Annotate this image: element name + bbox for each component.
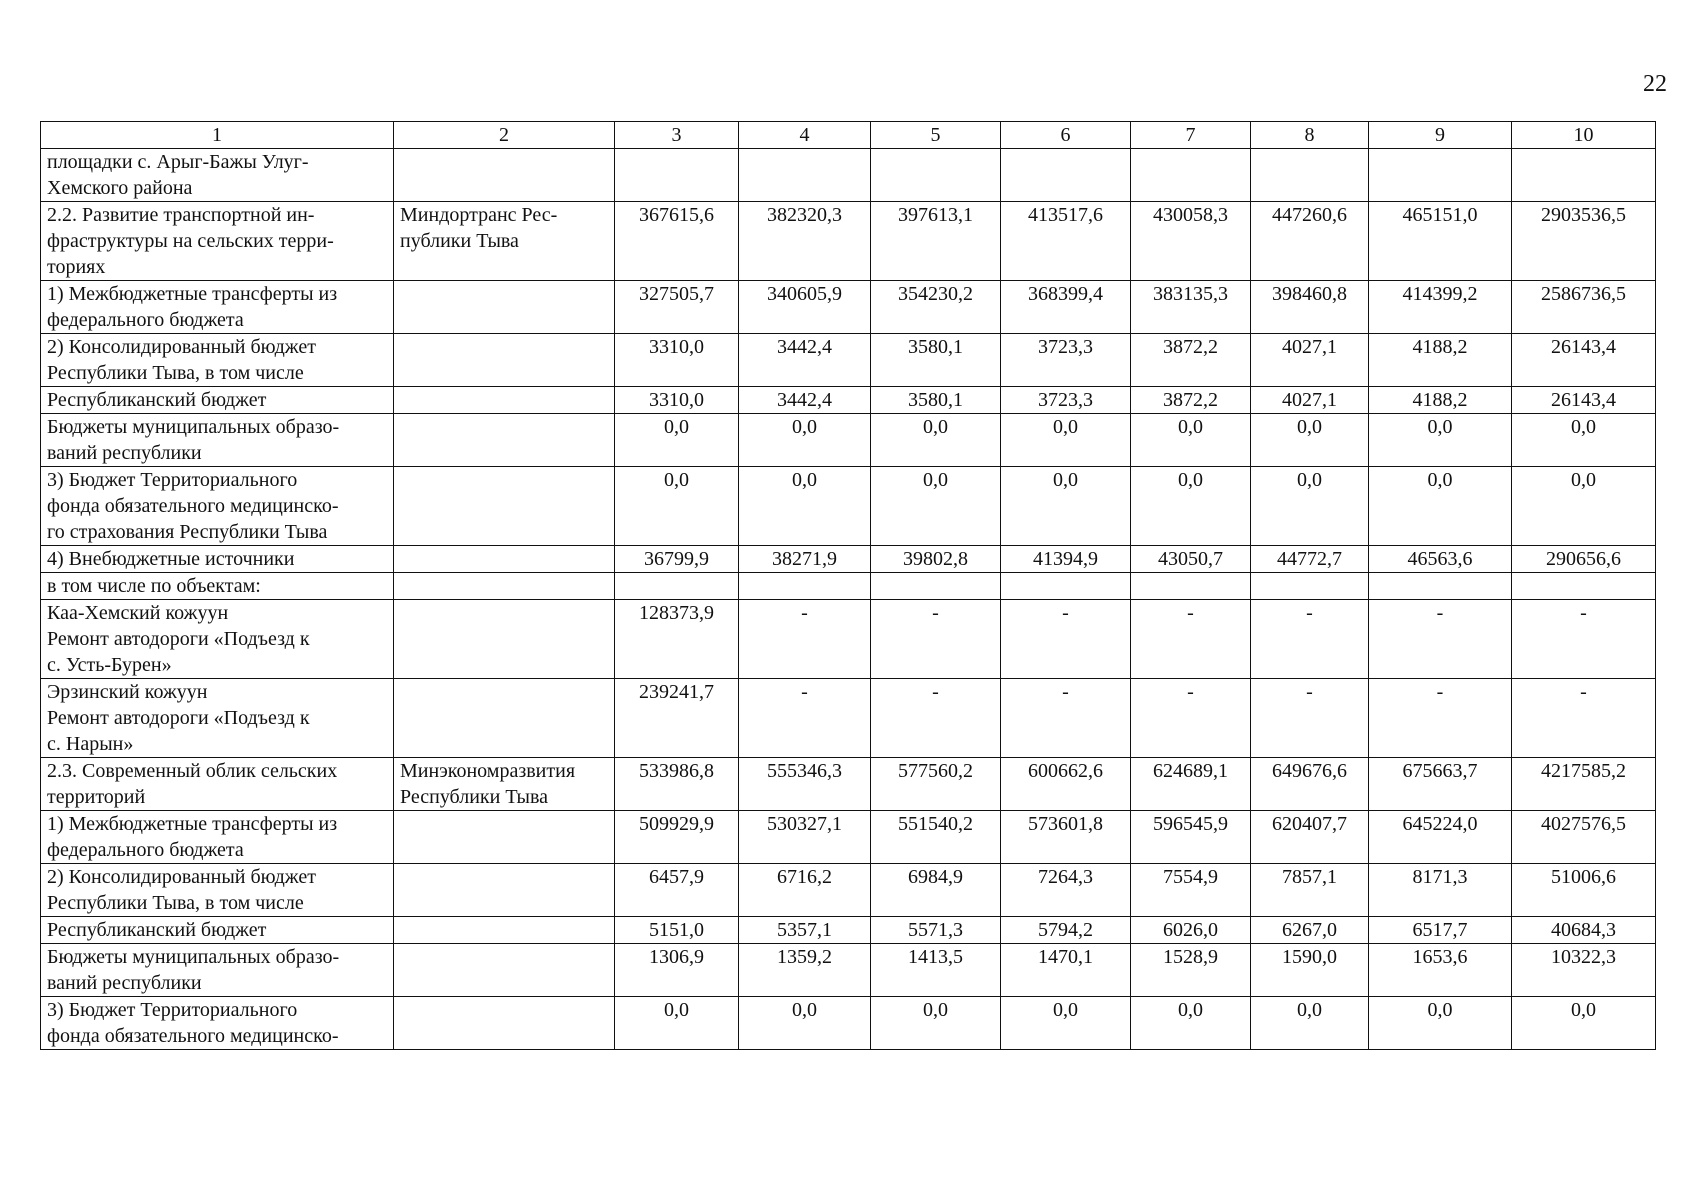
value-cell-col-7	[1131, 573, 1251, 600]
value-cell-col-8: 4027,1	[1251, 387, 1369, 414]
value-cell-col-4: 1359,2	[739, 944, 871, 997]
value-cell-col-7: 0,0	[1131, 414, 1251, 467]
table-row	[41, 281, 1656, 334]
value-cell-col-7: 3872,2	[1131, 387, 1251, 414]
value-cell-col-8: 0,0	[1251, 467, 1369, 546]
row-responsible-cell	[394, 600, 615, 679]
budget-table	[40, 121, 1656, 1050]
row-responsible-cell	[394, 679, 615, 758]
row-name-cell: 2) Консолидированный бюджет Республики Тыва, в том числе	[41, 334, 394, 387]
value-cell-col-4: -	[739, 600, 871, 679]
value-cell-col-3: 239241,7	[615, 679, 739, 758]
value-cell-col-10: 26143,4	[1512, 387, 1656, 414]
table-row	[41, 573, 1656, 600]
value-cell-col-10	[1512, 573, 1656, 600]
value-cell-col-5: 354230,2	[871, 281, 1001, 334]
table-row	[41, 679, 1656, 758]
value-cell-col-3: 533986,8	[615, 758, 739, 811]
value-cell-col-8: 7857,1	[1251, 864, 1369, 917]
value-cell-col-3	[615, 573, 739, 600]
value-cell-col-5: 39802,8	[871, 546, 1001, 573]
row-responsible-cell	[394, 811, 615, 864]
value-cell-col-6: 5794,2	[1001, 917, 1131, 944]
value-cell-col-10: -	[1512, 600, 1656, 679]
table-row	[41, 467, 1656, 546]
value-cell-col-9: 6517,7	[1369, 917, 1512, 944]
value-cell-col-6: 3723,3	[1001, 334, 1131, 387]
row-responsible-cell	[394, 573, 615, 600]
value-cell-col-9: 0,0	[1369, 414, 1512, 467]
value-cell-col-7: 43050,7	[1131, 546, 1251, 573]
row-name-cell: в том числе по объектам:	[41, 573, 394, 600]
value-cell-col-10: 26143,4	[1512, 334, 1656, 387]
value-cell-col-8: 6267,0	[1251, 917, 1369, 944]
value-cell-col-10	[1512, 149, 1656, 202]
row-responsible-cell: Миндортранс Рес- публики Тыва	[394, 202, 615, 281]
value-cell-col-5: 0,0	[871, 414, 1001, 467]
value-cell-col-8	[1251, 149, 1369, 202]
value-cell-col-8: 44772,7	[1251, 546, 1369, 573]
table-header	[41, 122, 1656, 149]
table-row	[41, 387, 1656, 414]
value-cell-col-6: 413517,6	[1001, 202, 1131, 281]
value-cell-col-8: 4027,1	[1251, 334, 1369, 387]
value-cell-col-8: -	[1251, 600, 1369, 679]
value-cell-col-9: 4188,2	[1369, 334, 1512, 387]
value-cell-col-10: 4027576,5	[1512, 811, 1656, 864]
row-name-cell: Республиканский бюджет	[41, 387, 394, 414]
row-name-cell: Бюджеты муниципальных образо- ваний республики	[41, 414, 394, 467]
row-responsible-cell	[394, 149, 615, 202]
value-cell-col-3: 0,0	[615, 467, 739, 546]
column-header-10: 10	[1512, 122, 1656, 149]
value-cell-col-5: 3580,1	[871, 334, 1001, 387]
value-cell-col-7: 1528,9	[1131, 944, 1251, 997]
value-cell-col-8: 1590,0	[1251, 944, 1369, 997]
value-cell-col-5: 6984,9	[871, 864, 1001, 917]
value-cell-col-3: 327505,7	[615, 281, 739, 334]
value-cell-col-4: 3442,4	[739, 387, 871, 414]
value-cell-col-4: 0,0	[739, 467, 871, 546]
value-cell-col-6: 3723,3	[1001, 387, 1131, 414]
value-cell-col-6: 0,0	[1001, 467, 1131, 546]
row-name-cell: Эрзинский кожуун Ремонт автодороги «Подъезд к с. Нарын»	[41, 679, 394, 758]
value-cell-col-10: 10322,3	[1512, 944, 1656, 997]
value-cell-col-3: 128373,9	[615, 600, 739, 679]
table-row	[41, 917, 1656, 944]
value-cell-col-9: 465151,0	[1369, 202, 1512, 281]
value-cell-col-6: -	[1001, 600, 1131, 679]
column-header-4: 4	[739, 122, 871, 149]
column-header-7: 7	[1131, 122, 1251, 149]
value-cell-col-8: 398460,8	[1251, 281, 1369, 334]
row-responsible-cell	[394, 997, 615, 1050]
value-cell-col-9: 4188,2	[1369, 387, 1512, 414]
value-cell-col-5: 397613,1	[871, 202, 1001, 281]
value-cell-col-8: -	[1251, 679, 1369, 758]
value-cell-col-9: 414399,2	[1369, 281, 1512, 334]
value-cell-col-3: 0,0	[615, 997, 739, 1050]
value-cell-col-8: 649676,6	[1251, 758, 1369, 811]
column-header-3: 3	[615, 122, 739, 149]
value-cell-col-10: 0,0	[1512, 997, 1656, 1050]
row-name-cell: 2) Консолидированный бюджет Республики Тыва, в том числе	[41, 864, 394, 917]
column-header-8: 8	[1251, 122, 1369, 149]
value-cell-col-6: 600662,6	[1001, 758, 1131, 811]
table-row	[41, 600, 1656, 679]
value-cell-col-5	[871, 149, 1001, 202]
row-name-cell: 1) Межбюджетные трансферты из федерального бюджета	[41, 281, 394, 334]
value-cell-col-7	[1131, 149, 1251, 202]
value-cell-col-7: 6026,0	[1131, 917, 1251, 944]
value-cell-col-4	[739, 149, 871, 202]
row-responsible-cell: Минэкономразвития Республики Тыва	[394, 758, 615, 811]
value-cell-col-10: 2586736,5	[1512, 281, 1656, 334]
value-cell-col-10: 51006,6	[1512, 864, 1656, 917]
value-cell-col-7: 0,0	[1131, 997, 1251, 1050]
value-cell-col-3: 3310,0	[615, 387, 739, 414]
value-cell-col-5: 551540,2	[871, 811, 1001, 864]
value-cell-col-6: -	[1001, 679, 1131, 758]
value-cell-col-10: 0,0	[1512, 467, 1656, 546]
column-header-5: 5	[871, 122, 1001, 149]
table-row	[41, 997, 1656, 1050]
value-cell-col-3	[615, 149, 739, 202]
row-responsible-cell	[394, 414, 615, 467]
row-responsible-cell	[394, 334, 615, 387]
value-cell-col-7: 596545,9	[1131, 811, 1251, 864]
value-cell-col-5: 5571,3	[871, 917, 1001, 944]
row-name-cell: 2.2. Развитие транспортной ин- фраструктуры на сельских терри- ториях	[41, 202, 394, 281]
value-cell-col-4: -	[739, 679, 871, 758]
value-cell-col-5	[871, 573, 1001, 600]
value-cell-col-4: 6716,2	[739, 864, 871, 917]
value-cell-col-4: 555346,3	[739, 758, 871, 811]
value-cell-col-6: 1470,1	[1001, 944, 1131, 997]
value-cell-col-3: 5151,0	[615, 917, 739, 944]
column-header-2: 2	[394, 122, 615, 149]
value-cell-col-5: 1413,5	[871, 944, 1001, 997]
value-cell-col-6: 0,0	[1001, 414, 1131, 467]
value-cell-col-8: 0,0	[1251, 414, 1369, 467]
row-name-cell: 1) Межбюджетные трансферты из федерального бюджета	[41, 811, 394, 864]
value-cell-col-10: 40684,3	[1512, 917, 1656, 944]
value-cell-col-9: 8171,3	[1369, 864, 1512, 917]
header-row	[41, 122, 1656, 149]
value-cell-col-9: -	[1369, 679, 1512, 758]
value-cell-col-9: 0,0	[1369, 997, 1512, 1050]
value-cell-col-9: 675663,7	[1369, 758, 1512, 811]
value-cell-col-10: 0,0	[1512, 414, 1656, 467]
row-name-cell: 3) Бюджет Территориального фонда обязательного медицинско- го страхования Республики Тыва	[41, 467, 394, 546]
value-cell-col-9: -	[1369, 600, 1512, 679]
value-cell-col-3: 0,0	[615, 414, 739, 467]
value-cell-col-7: -	[1131, 600, 1251, 679]
value-cell-col-3: 509929,9	[615, 811, 739, 864]
value-cell-col-8: 447260,6	[1251, 202, 1369, 281]
row-responsible-cell	[394, 944, 615, 997]
value-cell-col-3: 6457,9	[615, 864, 739, 917]
row-name-cell: Каа-Хемский кожуун Ремонт автодороги «Подъезд к с. Усть-Бурен»	[41, 600, 394, 679]
table-row	[41, 414, 1656, 467]
value-cell-col-4: 5357,1	[739, 917, 871, 944]
table-row	[41, 758, 1656, 811]
value-cell-col-10: -	[1512, 679, 1656, 758]
value-cell-col-10: 290656,6	[1512, 546, 1656, 573]
value-cell-col-9	[1369, 149, 1512, 202]
column-header-6: 6	[1001, 122, 1131, 149]
value-cell-col-10: 2903536,5	[1512, 202, 1656, 281]
column-header-9: 9	[1369, 122, 1512, 149]
value-cell-col-7: -	[1131, 679, 1251, 758]
value-cell-col-6: 0,0	[1001, 997, 1131, 1050]
value-cell-col-4: 530327,1	[739, 811, 871, 864]
value-cell-col-9: 0,0	[1369, 467, 1512, 546]
row-name-cell: 3) Бюджет Территориального фонда обязательного медицинско-	[41, 997, 394, 1050]
row-responsible-cell	[394, 917, 615, 944]
row-name-cell: Бюджеты муниципальных образо- ваний республики	[41, 944, 394, 997]
value-cell-col-6: 7264,3	[1001, 864, 1131, 917]
table-row	[41, 811, 1656, 864]
row-name-cell: Республиканский бюджет	[41, 917, 394, 944]
page-number: 22	[1643, 71, 1667, 97]
value-cell-col-6	[1001, 149, 1131, 202]
value-cell-col-5: -	[871, 679, 1001, 758]
value-cell-col-8: 620407,7	[1251, 811, 1369, 864]
table-row	[41, 864, 1656, 917]
value-cell-col-3: 367615,6	[615, 202, 739, 281]
row-name-cell: 4) Внебюджетные источники	[41, 546, 394, 573]
value-cell-col-9: 1653,6	[1369, 944, 1512, 997]
row-name-cell: 2.3. Современный облик сельских территорий	[41, 758, 394, 811]
value-cell-col-7: 624689,1	[1131, 758, 1251, 811]
value-cell-col-4	[739, 573, 871, 600]
value-cell-col-8	[1251, 573, 1369, 600]
table-body	[41, 149, 1656, 1050]
value-cell-col-6: 573601,8	[1001, 811, 1131, 864]
value-cell-col-4: 0,0	[739, 414, 871, 467]
value-cell-col-7: 430058,3	[1131, 202, 1251, 281]
table-row	[41, 202, 1656, 281]
table-row	[41, 149, 1656, 202]
column-header-1: 1	[41, 122, 394, 149]
value-cell-col-4: 0,0	[739, 997, 871, 1050]
row-name-cell: площадки с. Арыг-Бажы Улуг- Хемского района	[41, 149, 394, 202]
value-cell-col-7: 0,0	[1131, 467, 1251, 546]
row-responsible-cell	[394, 546, 615, 573]
value-cell-col-3: 1306,9	[615, 944, 739, 997]
value-cell-col-8: 0,0	[1251, 997, 1369, 1050]
value-cell-col-5: 3580,1	[871, 387, 1001, 414]
row-responsible-cell	[394, 864, 615, 917]
value-cell-col-6	[1001, 573, 1131, 600]
value-cell-col-7: 3872,2	[1131, 334, 1251, 387]
value-cell-col-9: 645224,0	[1369, 811, 1512, 864]
value-cell-col-10: 4217585,2	[1512, 758, 1656, 811]
value-cell-col-5: 577560,2	[871, 758, 1001, 811]
value-cell-col-6: 41394,9	[1001, 546, 1131, 573]
row-responsible-cell	[394, 281, 615, 334]
row-responsible-cell	[394, 387, 615, 414]
value-cell-col-4: 382320,3	[739, 202, 871, 281]
value-cell-col-5: 0,0	[871, 467, 1001, 546]
value-cell-col-3: 36799,9	[615, 546, 739, 573]
row-responsible-cell	[394, 467, 615, 546]
value-cell-col-5: 0,0	[871, 997, 1001, 1050]
table-row	[41, 334, 1656, 387]
table-row	[41, 546, 1656, 573]
value-cell-col-5: -	[871, 600, 1001, 679]
value-cell-col-4: 38271,9	[739, 546, 871, 573]
value-cell-col-7: 383135,3	[1131, 281, 1251, 334]
value-cell-col-7: 7554,9	[1131, 864, 1251, 917]
value-cell-col-9: 46563,6	[1369, 546, 1512, 573]
value-cell-col-4: 340605,9	[739, 281, 871, 334]
table-row	[41, 944, 1656, 997]
value-cell-col-9	[1369, 573, 1512, 600]
value-cell-col-3: 3310,0	[615, 334, 739, 387]
value-cell-col-4: 3442,4	[739, 334, 871, 387]
value-cell-col-6: 368399,4	[1001, 281, 1131, 334]
